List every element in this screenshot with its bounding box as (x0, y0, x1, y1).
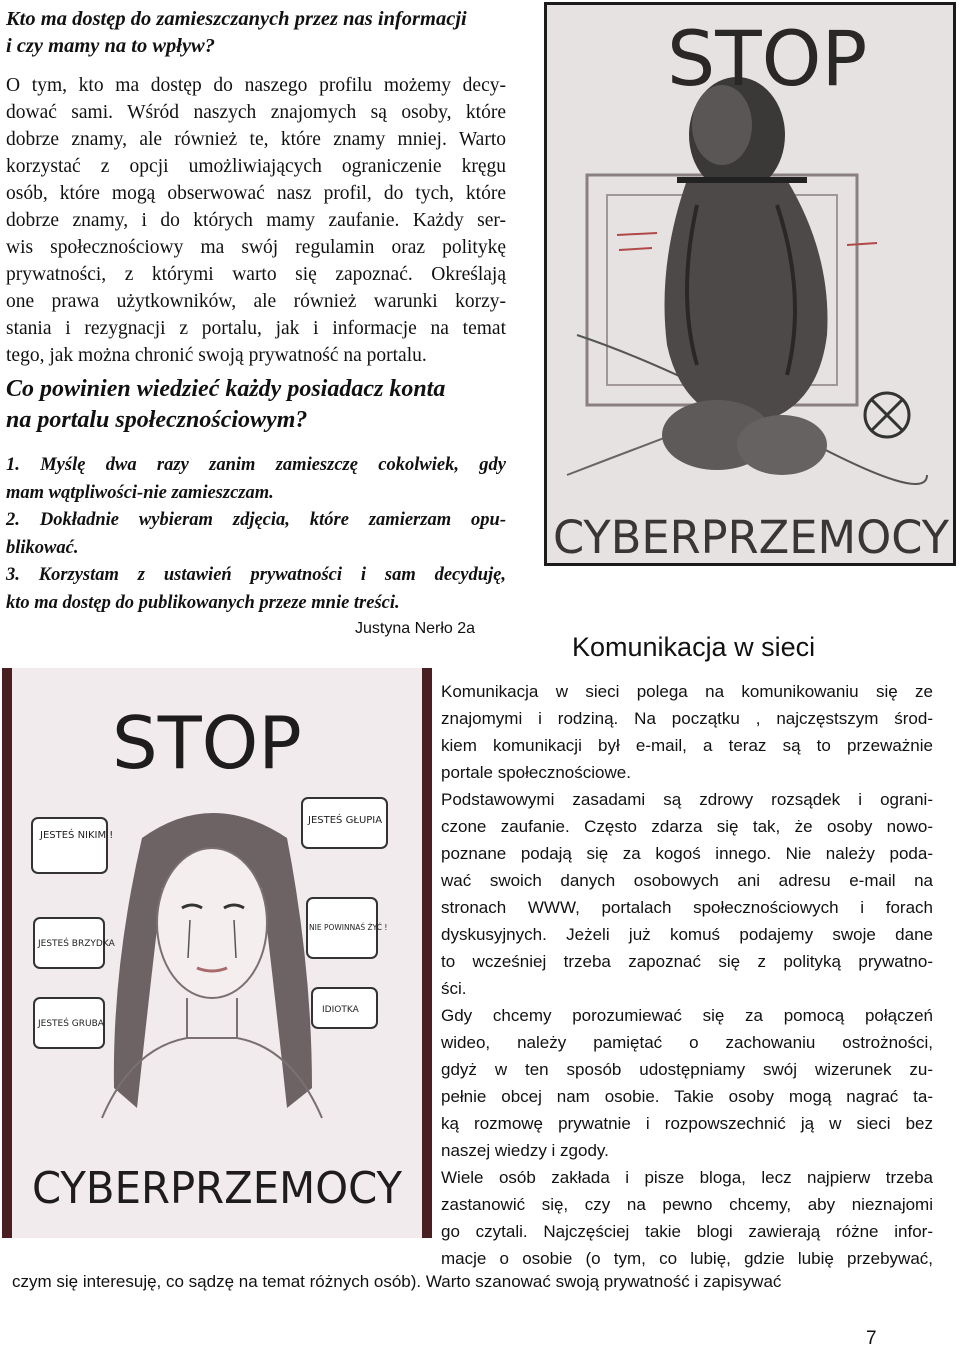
question-heading (6, 374, 516, 436)
body-line: ką rozmowę prywatnie i rozpowszechnić ją w sieci bez (441, 1114, 933, 1133)
body-line: naszej wiedzy i zgody. (441, 1141, 609, 1160)
body-line: portale społecznościowe. (441, 763, 631, 782)
paragraph-line: tego, jak można chronić swoją prywatność na portalu. (6, 345, 427, 366)
body-line: to wcześniej trzeba zapoznać się z polityką prywatno- (441, 952, 933, 971)
paragraph-line: one prawa użytkowników, ale również warunki korzy- (6, 291, 506, 312)
section-body (441, 678, 933, 1272)
intro-paragraph (6, 72, 506, 369)
body-line: Wiele osób zakłada i pisze bloga, lecz najpierw trzeba (441, 1168, 933, 1187)
tip-line: 2. Dokładnie wybieram zdjęcia, które zamierzam opu- (6, 510, 506, 530)
body-line: kiem komunikacji był e-mail, a teraz są to przeważnie (441, 736, 933, 755)
body-line: stronach WWW, portalach społecznościowych i forach (441, 898, 933, 917)
body-line: zastanowić się, czy na pewno chcemy, aby nieznajomi (441, 1195, 933, 1214)
body-line: Gdy chcemy porozumiewać się za pomocą połączeń (441, 1006, 933, 1025)
article-heading (6, 6, 506, 60)
paragraph-line: stania i rezygnacji z portalu, jak i informacje na temat (6, 318, 506, 339)
crouching-figure-drawing (547, 5, 953, 563)
svg-text:IDIOTKA: IDIOTKA (322, 1005, 359, 1015)
paragraph-line: osób, które mogą obserwować nasz profil, do tych, które (6, 183, 506, 204)
drawing-caption: CYBERPRZEMOCY (553, 511, 950, 563)
body-line: znajomymi i rodziną. Na początku , najczęstszym środ- (441, 709, 933, 728)
drawing-stop-cyberbullying-portrait (2, 668, 432, 1238)
drawing-caption: CYBERPRZEMOCY (32, 1163, 403, 1214)
svg-text:NIE POWINNAŚ ŻYĆ !: NIE POWINNAŚ ŻYĆ ! (309, 923, 388, 932)
tip-line: 1. Myślę dwa razy zanim zamieszczę cokolwiek, gdy (6, 455, 506, 475)
body-line: wideo, należy pamiętać o zachowaniu ostrożności, (441, 1033, 933, 1052)
svg-text:JESTEŚ NIKIM !: JESTEŚ NIKIM ! (40, 830, 114, 841)
page-number: 7 (866, 1328, 877, 1349)
question-line: Co powinien wiedzieć każdy posiadacz konta (6, 376, 446, 402)
tip-line: 3. Korzystam z ustawień prywatności i sam decyduję, (6, 565, 506, 585)
speech-bubble (312, 988, 377, 1028)
paragraph-line: dobrze znamy, i do których mamy zaufanie. Każdy ser- (6, 210, 506, 231)
full-width-body-line: czym się interesuję, co sądzę na temat różnych osób). Warto szanować swoją prywatność i zapisywać (12, 1272, 782, 1291)
body-line: go czytali. Najczęściej takie blogi zawierają różne infor- (441, 1222, 933, 1241)
body-line: gdyż w ten sposób udostępniamy swój wizerunek zu- (441, 1060, 933, 1079)
paragraph-line: wis społecznościowy ma swój regulamin oraz politykę (6, 237, 506, 258)
body-line: wać swoich danych osobowych ani adresu e-mail na (441, 871, 933, 890)
tip-line: kto ma dostęp do publikowanych przeze mnie treści. (6, 592, 400, 613)
portrait-drawing (12, 668, 422, 1238)
body-line: Komunikacja w sieci polega na komunikowaniu się ze (441, 682, 933, 701)
body-line: pełnie obcej nam osobie. Takie osoby mogą nagrać ta- (441, 1087, 933, 1106)
speech-bubble (34, 918, 116, 968)
author-signature: Justyna Nerło 2a (355, 620, 476, 637)
svg-text:JESTEŚ BRZYDKA: JESTEŚ BRZYDKA (38, 939, 115, 949)
speech-bubble (32, 818, 113, 873)
drawing-title: STOP (112, 701, 302, 785)
svg-text:JESTEŚ GRUBA: JESTEŚ GRUBA (38, 1019, 104, 1029)
body-line: ści. (441, 979, 467, 998)
question-line: na portalu społecznościowym? (6, 407, 308, 433)
heading-line: i czy mamy na to wpływ? (6, 35, 215, 57)
section-title: Komunikacja w sieci (572, 632, 816, 662)
body-line: poznane podają się za kogoś innego. Nie należy poda- (441, 844, 933, 863)
body-line: dyskusyjnych. Jeżeli już komuś podajemy swoje dane (441, 925, 933, 944)
paragraph-line: dobrze znamy, ale również te, które znamy mniej. Warto (6, 129, 506, 150)
speech-bubble (34, 998, 105, 1048)
speech-bubble (307, 898, 387, 958)
paragraph-line: dować sami. Wśród naszych znajomych są osoby, które (6, 102, 506, 123)
drawing-stop-cyberbullying-crouching (544, 2, 956, 566)
heading-line: Kto ma dostęp do zamieszczanych przez nas informacji (6, 8, 467, 30)
tip-line: blikować. (6, 537, 79, 558)
paragraph-line: O tym, kto ma dostęp do naszego profilu możemy decy- (6, 75, 506, 96)
svg-text:JESTEŚ GŁUPIA: JESTEŚ GŁUPIA (308, 815, 383, 826)
body-line: macje o osobie (o tym, co lubię, gdzie lubię przebywać, (441, 1249, 933, 1268)
tip-line: mam wątpliwości-nie zamieszczam. (6, 482, 274, 503)
body-line: Podstawowymi zasadami są zdrowy rozsądek i ograni- (441, 790, 933, 809)
paragraph-line: korzystać z opcji umożliwiających ograniczenie kręgu (6, 156, 506, 177)
body-line: czone zaufanie. Często zdarza się tak, że osoby nowo- (441, 817, 933, 836)
speech-bubble (302, 798, 387, 848)
tips-list (6, 452, 506, 617)
paragraph-line: prywatności, z którymi warto się zapoznać. Określają (6, 264, 506, 285)
drawing-title: STOP (667, 14, 868, 103)
